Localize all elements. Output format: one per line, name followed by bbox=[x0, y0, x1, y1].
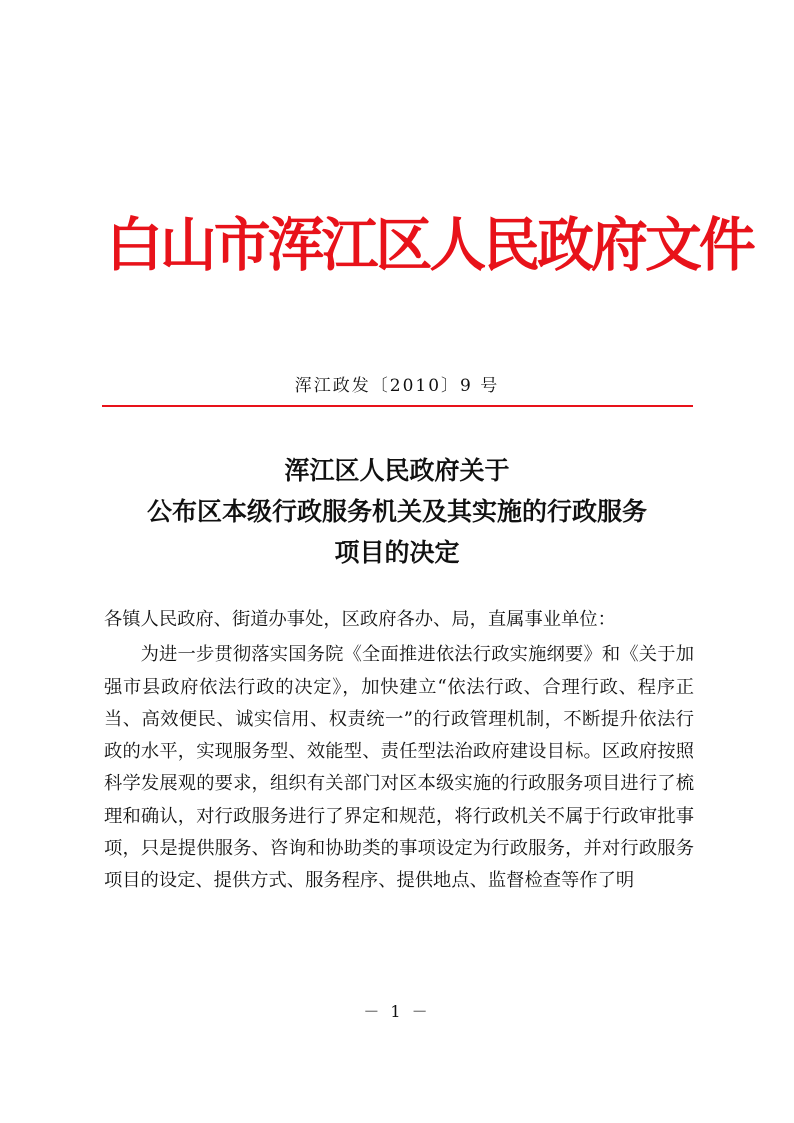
document-number: 浑江政发〔2010〕9 号 bbox=[294, 376, 500, 396]
title-line-2: 公布区本级行政服务机关及其实施的行政服务 bbox=[146, 497, 647, 526]
salutation: 各镇人民政府、街道办事处，区政府各办、局，直属事业单位： bbox=[104, 609, 616, 630]
document-title bbox=[100, 450, 694, 573]
document-body bbox=[104, 604, 694, 898]
page-number: － 1 － bbox=[363, 1002, 431, 1021]
document-header-title: 白山市浑江区人民政府文件 bbox=[105, 211, 753, 279]
title-line-1: 浑江区人民政府关于 bbox=[284, 456, 510, 485]
title-line-3: 项目的决定 bbox=[334, 538, 460, 567]
body-paragraph: 为进一步贯彻落实国务院《全面推进依法行政实施纲要》和《关于加强市县政府依法行政的决定》，加快建立“依法行政、合理行政、程序正当、高效便民、诚实信用、权责统一”的行政管理机制，不断提升依法行政的水平，实现服务型、效能型、责任型法治政府建设目标。区政府按照科学发展观的要求，组织有关部门对区本级实施的行政服务项目进行了梳理和确认，对行政服务进行了界定和规范，将行政机关不属于行政审批事项，只是提供服务、咨询和协助类的事项设定为行政服务，并对行政服务项目的设定、提供方式、服务程序、提供地点、监督检查等作了明 bbox=[104, 644, 694, 892]
header-divider bbox=[102, 405, 693, 407]
